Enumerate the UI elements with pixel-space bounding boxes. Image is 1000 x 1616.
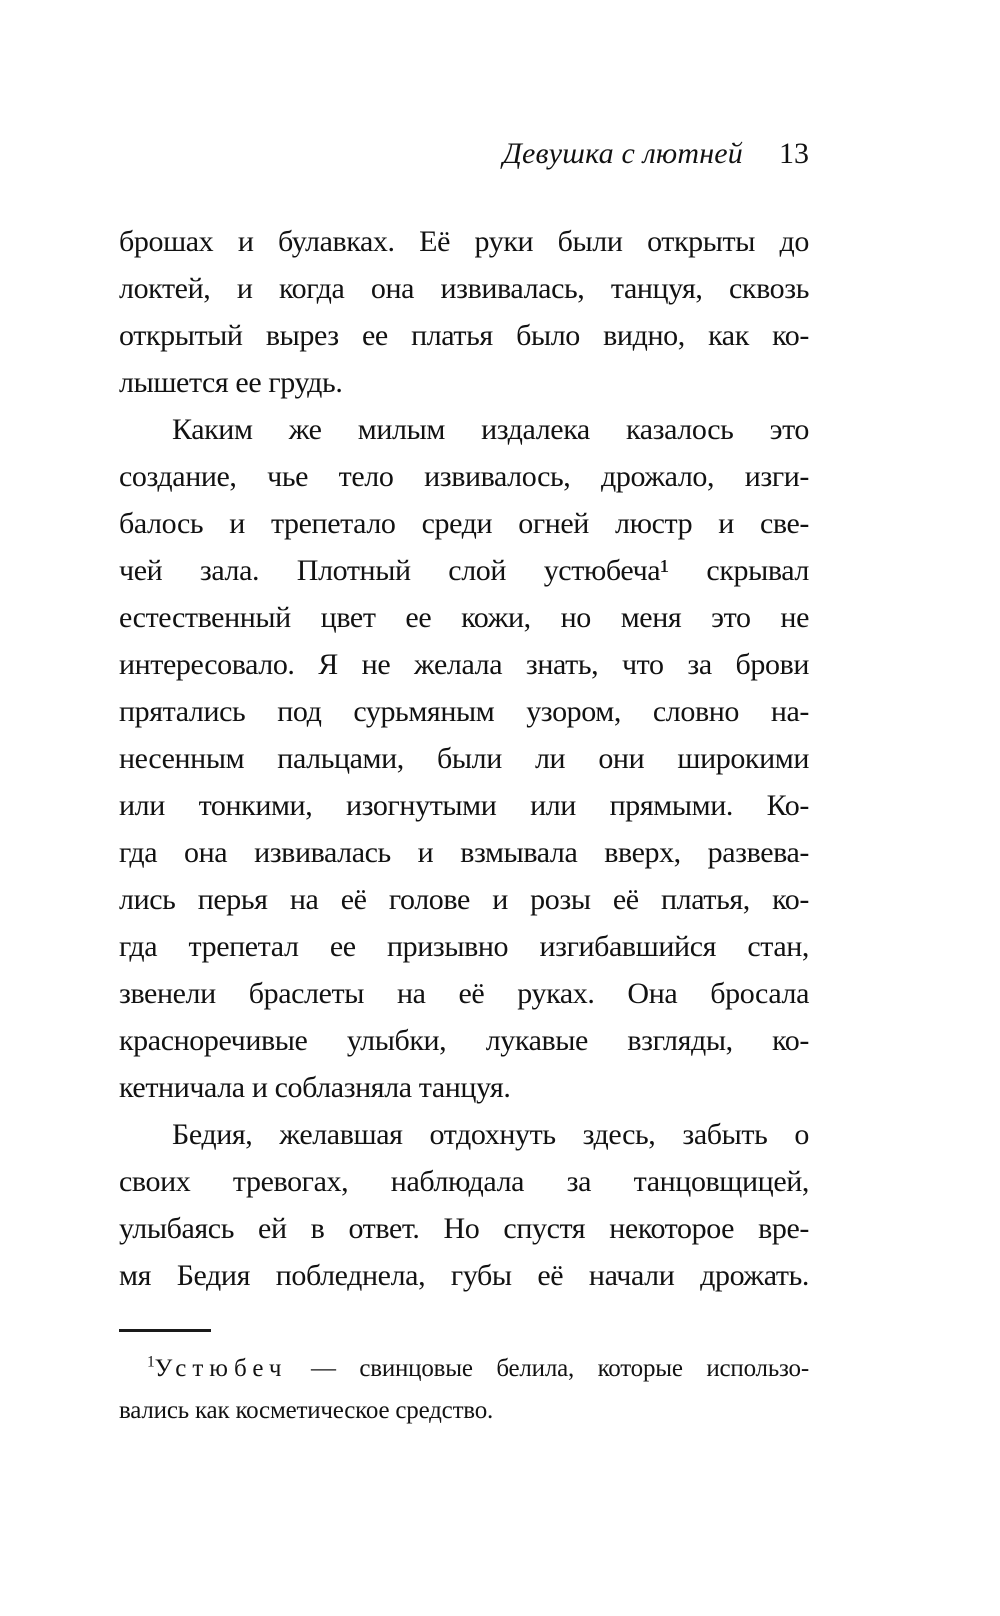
body-line-paragraph-start: Каким же милым издалека казалось это — [172, 413, 809, 446]
body-line: гда трепетал ее призывно изгибавшийся стан, — [119, 930, 809, 963]
body-line: красноречивые улыбки, лукавые взгляды, ко- — [119, 1024, 809, 1057]
body-line: создание, чье тело извивалось, дрожало, изги- — [119, 460, 809, 493]
body-line: брошах и булавках. Её руки были открыты до — [119, 225, 809, 258]
footnote-block — [119, 1348, 809, 1432]
body-line: несенным пальцами, были ли они широкими — [119, 742, 809, 775]
footnote-definition-start: — свинцовые белила, которые использо- — [310, 1355, 809, 1382]
running-title: Девушка с лютней — [502, 137, 743, 170]
running-header — [119, 137, 809, 171]
footnote-separator-rule — [119, 1329, 211, 1332]
body-line-paragraph-end: кетничала и соблазняла танцуя. — [119, 1071, 511, 1104]
body-line: локтей, и когда она извивалась, танцуя, сквозь — [119, 272, 809, 305]
body-line: открытый вырез ее платья было видно, как ко- — [119, 319, 809, 352]
body-line: интересовало. Я не желала знать, что за брови — [119, 648, 809, 681]
footnote-line — [119, 1348, 809, 1390]
body-line: прятались под сурьмяным узором, словно на- — [119, 695, 809, 728]
body-line-paragraph-start: Бедия, желавшая отдохнуть здесь, забыть о — [172, 1118, 809, 1151]
body-line: или тонкими, изогнутыми или прямыми. Ко- — [119, 789, 809, 822]
body-line: естественный цвет ее кожи, но меня это не — [119, 601, 809, 634]
footnote-marker: 1 — [147, 1353, 155, 1371]
body-line-with-footnote-ref: чей зала. Плотный слой устюбеча¹ скрывал — [119, 554, 809, 587]
body-line: лись перья на её голове и розы её платья, ко- — [119, 883, 809, 916]
body-line: своих тревогах, наблюдала за танцовщицей, — [119, 1165, 809, 1198]
body-text-block — [119, 218, 809, 1299]
body-line-paragraph-end: лышется ее грудь. — [119, 366, 343, 399]
body-line-paragraph-end: мя Бедия побледнела, губы её начали дрожать. — [119, 1259, 809, 1292]
footnote-term: Устюбеч — [154, 1355, 288, 1382]
page-number: 13 — [779, 137, 809, 170]
footnote-line: вались как косметическое средство. — [119, 1397, 494, 1424]
body-line: балось и трепетало среди огней люстр и све- — [119, 507, 809, 540]
body-line: звенели браслеты на её руках. Она бросала — [119, 977, 809, 1010]
body-line: улыбаясь ей в ответ. Но спустя некоторое вре- — [119, 1212, 809, 1245]
body-line: гда она извивалась и взмывала вверх, развева- — [119, 836, 809, 869]
